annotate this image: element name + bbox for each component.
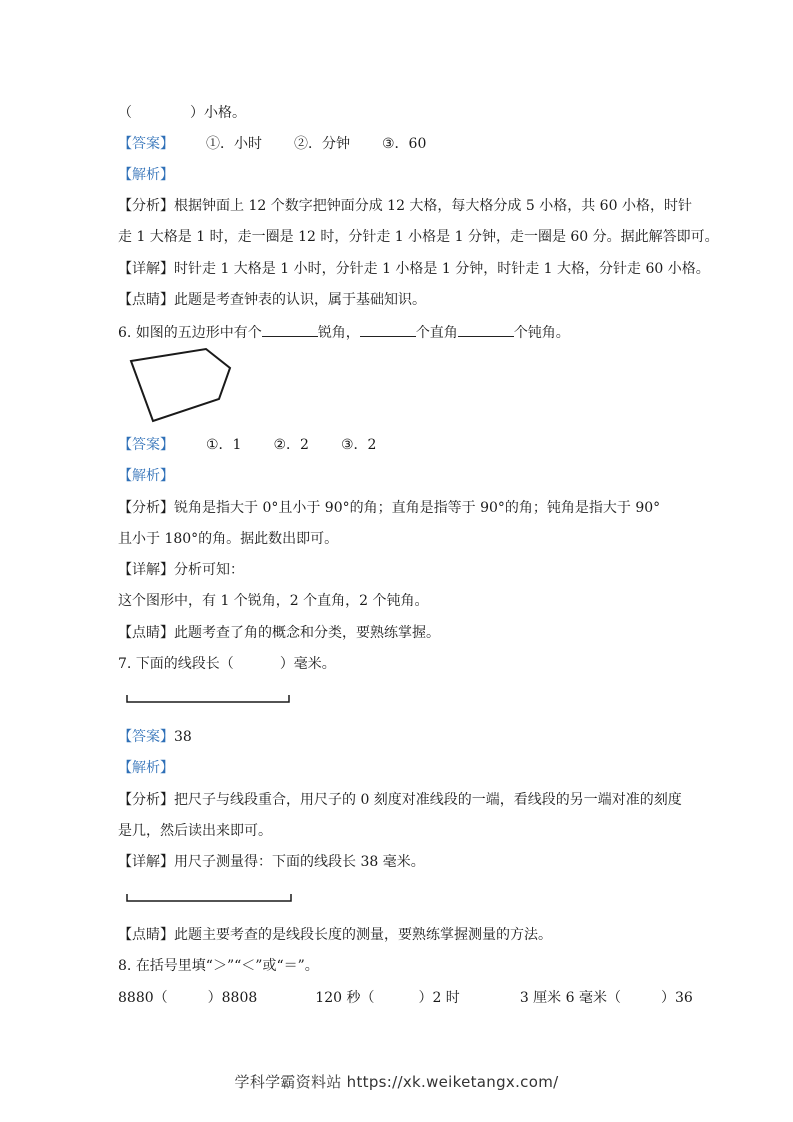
q6-xiangjie: 【详解】分析可知： bbox=[118, 562, 244, 578]
q5-jiexi-tag: 【解析】 bbox=[118, 167, 174, 183]
fenxi-tag: 【分析】 bbox=[118, 198, 174, 214]
answer-tag: 【答案】 bbox=[118, 136, 174, 152]
q5-fenxi-line1: 【分析】根据钟面上 12 个数字把钟面分成 12 大格，每大格分成 5 小格，共 60 小格，时针 bbox=[118, 198, 692, 214]
q5-dianjing: 【点睛】此题是考查钟表的认识，属于基础知识。 bbox=[118, 292, 426, 308]
q7-jiexi-tag: 【解析】 bbox=[118, 760, 174, 776]
q8-item-1: 8880（ ）8808 bbox=[118, 990, 258, 1006]
q7-stem: 7. 下面的线段长（ ）毫米。 bbox=[118, 656, 336, 672]
q5-fenxi-line2: 走 1 大格是 1 时，走一圈是 12 时，分针走 1 小格是 1 分钟，走一圈是 60 分。据此解答即可。 bbox=[118, 229, 719, 245]
q8-stem: 8. 在括号里填“＞”“＜”或“＝”。 bbox=[118, 958, 319, 974]
q6-answer: 【答案】 ①．1 ②．2 ③．2 bbox=[118, 437, 377, 453]
line-segment-2 bbox=[127, 894, 291, 901]
q7-fenxi-line2: 是几，然后读出来即可。 bbox=[118, 823, 272, 839]
q7-xiangjie: 【详解】用尺子测量得：下面的线段长 38 毫米。 bbox=[118, 854, 425, 870]
q8-items bbox=[118, 989, 693, 1007]
q8-item-2: 120 秒（ ）2 时 bbox=[315, 990, 460, 1006]
footer-watermark: 学科学霸资料站 https://xk.weiketangx.com/ bbox=[234, 1073, 559, 1091]
q6-jiexi-tag: 【解析】 bbox=[118, 468, 174, 484]
question-number: 6. bbox=[118, 325, 132, 341]
q6-stem: 6. 如图的五边形中有个 锐角， 个直角 个钝角。 bbox=[118, 322, 570, 342]
q7-answer: 【答案】38 bbox=[118, 729, 192, 745]
q6-fenxi-line1: 【分析】锐角是指大于 0°且小于 90°的角；直角是指等于 90°的角；钝角是指大于 90° bbox=[118, 500, 661, 516]
q7-dianjing: 【点睛】此题主要考查的是线段长度的测量，要熟练掌握测量的方法。 bbox=[118, 927, 552, 943]
q8-item-3: 3 厘米 6 毫米（ ）36 bbox=[519, 990, 693, 1006]
q6-body: 这个图形中，有 1 个锐角，2 个直角，2 个钝角。 bbox=[118, 593, 429, 609]
q7-fenxi-line1: 【分析】把尺子与线段重合，用尺子的 0 刻度对准线段的一端，看线段的另一端对准的刻度 bbox=[118, 792, 682, 808]
q6-dianjing: 【点睛】此题考查了角的概念和分类，要熟练掌握。 bbox=[118, 625, 440, 641]
q6-fenxi-line2: 且小于 180°的角。据此数出即可。 bbox=[118, 531, 339, 547]
q5-tail: （ ）小格。 bbox=[118, 105, 246, 121]
q5-answer: 【答案】 ①．小时 ②．分钟 ③．60 bbox=[118, 136, 427, 152]
q5-xiangjie: 【详解】时针走 1 大格是 1 小时，分针走 1 小格是 1 分钟，时针走 1 大格，分针走 60 小格。 bbox=[118, 261, 710, 277]
